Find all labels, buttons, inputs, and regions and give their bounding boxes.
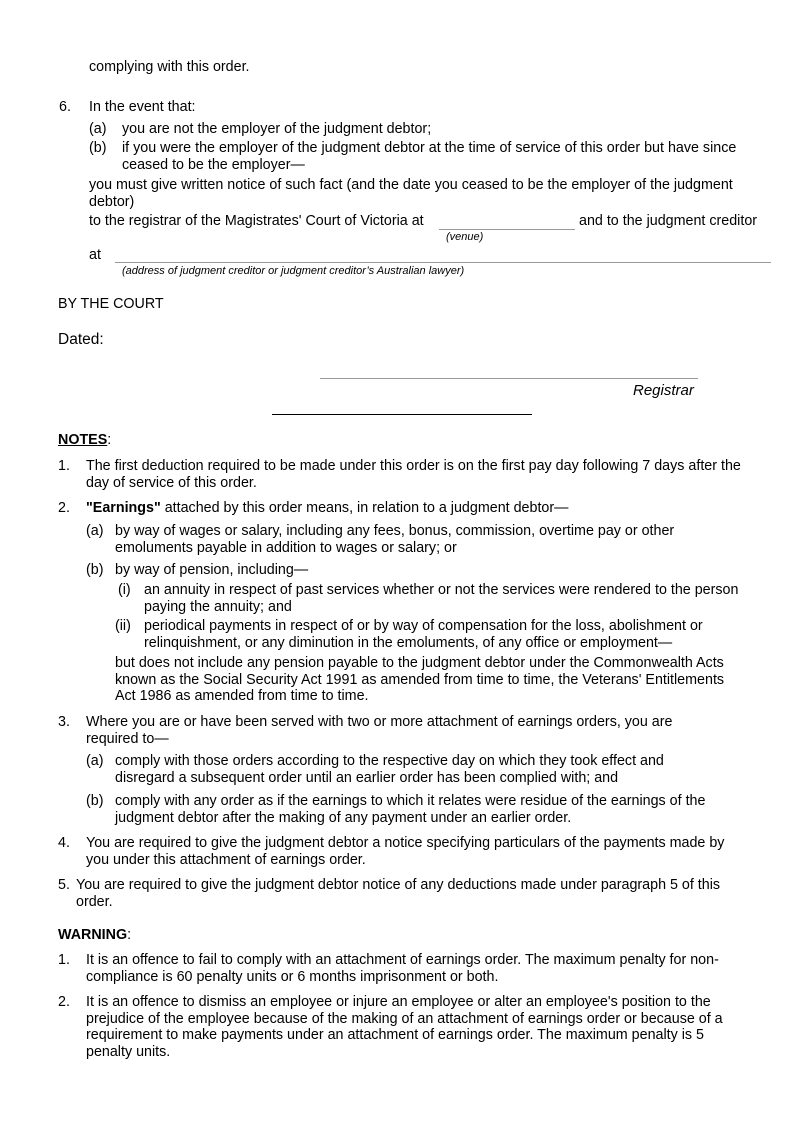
- note-5-number: 5.: [58, 877, 70, 893]
- note-3-text: Where you are or have been served with two or more attachment of earnings orders, you are required to—: [86, 714, 673, 747]
- note-2-number: 2.: [58, 500, 70, 516]
- note-2-earnings-term: "Earnings": [86, 500, 161, 516]
- by-the-court: BY THE COURT: [58, 296, 164, 312]
- warning-1-number: 1.: [58, 952, 70, 968]
- warning-heading-colon: :: [127, 927, 132, 943]
- continued-text: complying with this order.: [89, 59, 250, 75]
- registrar-line-left: to the registrar of the Magistrates' Court of Victoria at: [89, 213, 424, 229]
- note-2bi-text: an annuity in respect of past services whether or not the services were rendered to the person paying the annuity; and: [144, 582, 739, 615]
- warning-2-text: It is an offence to dismiss an employee or injure an employee or alter an employee's position to the prejudice of the employee because of the making of an attachment of earnings order or because of a requirement to make payments under an attachment of earnings order. The maximum penalty is 5 penalty units.: [86, 994, 723, 1060]
- warning-heading: [58, 927, 131, 944]
- note-5-text: You are required to give the judgment debtor notice of any deductions made under paragraph 5 of this order.: [76, 877, 721, 910]
- note-2bii-label: (ii): [115, 618, 131, 634]
- note-4-number: 4.: [58, 835, 70, 851]
- notes-heading-colon: :: [107, 432, 112, 448]
- note-3b-text: comply with any order as if the earnings to which it relates were residue of the earnings of the judgment debtor after the making of any payment under an earlier order.: [115, 793, 706, 826]
- note-2b-text: by way of pension, including—: [115, 562, 309, 578]
- venue-caption: (venue): [446, 231, 484, 243]
- notes-heading: [58, 432, 111, 449]
- note-1-number: 1.: [58, 458, 70, 474]
- note-2-text: attached by this order means, in relation to a judgment debtor—: [160, 500, 569, 516]
- note-3b-label: (b): [86, 793, 104, 809]
- warning-1-text: It is an offence to fail to comply with an attachment of earnings order. The maximum penalty for non-compliance is 60 penalty units or 6 months imprisonment or both.: [86, 952, 719, 985]
- signature-line: [320, 378, 698, 379]
- note-2a-text: by way of wages or salary, including any fees, bonus, commission, overtime pay or other emoluments payable in addition to wages or salary; or: [115, 523, 675, 556]
- note-3a-label: (a): [86, 753, 104, 769]
- notes-heading-text: NOTES: [58, 432, 108, 448]
- at-label: at: [89, 247, 101, 263]
- para-6-intro: In the event that:: [89, 99, 196, 115]
- note-2-line: [86, 500, 568, 517]
- separator-line: [272, 414, 532, 415]
- dated-label: Dated:: [58, 331, 104, 348]
- para-6-notice-text: you must give written notice of such fact (and the date you ceased to be the employer of the judgment debtor): [89, 177, 733, 210]
- note-2a-label: (a): [86, 523, 104, 539]
- para-6b-label: (b): [89, 140, 107, 156]
- address-blank-line: [115, 262, 771, 263]
- registrar-label: Registrar: [633, 382, 694, 399]
- note-3a-text: comply with those orders according to the respective day on which they took effect and disregard a subsequent order until an earlier order has been complied with; and: [115, 753, 664, 786]
- note-4-text: You are required to give the judgment debtor a notice specifying particulars of the payments made by you under this attachment of earnings order.: [86, 835, 725, 868]
- note-2b-label: (b): [86, 562, 104, 578]
- warning-heading-text: WARNING: [58, 927, 128, 943]
- warning-2-number: 2.: [58, 994, 70, 1010]
- para-6-number: 6.: [59, 99, 71, 115]
- registrar-line-right: and to the judgment creditor: [579, 213, 758, 229]
- note-1-text: The first deduction required to be made under this order is on the first pay day following 7 days after the day of service of this order.: [86, 458, 741, 491]
- note-3-number: 3.: [58, 714, 70, 730]
- para-6a-label: (a): [89, 121, 107, 137]
- note-2-tail-text: but does not include any pension payable to the judgment debtor under the Commonwealth Acts known as the Social Security Act 1991 as amended from time to time, the Veterans' Entitlements Act 1986 as amended from time to time.: [115, 655, 725, 704]
- note-2bi-label: (i): [118, 582, 131, 598]
- note-2bii-text: periodical payments in respect of or by way of compensation for the loss, abolishment or relinquishment, or any diminution in the emoluments, of any office or employment—: [144, 618, 703, 651]
- venue-blank-line: [439, 229, 575, 230]
- para-6b-text: if you were the employer of the judgment debtor at the time of service of this order but have since ceased to be the employer—: [122, 140, 737, 173]
- para-6a-text: you are not the employer of the judgment debtor;: [122, 121, 432, 137]
- address-caption: (address of judgment creditor or judgment creditor’s Australian lawyer): [122, 265, 465, 277]
